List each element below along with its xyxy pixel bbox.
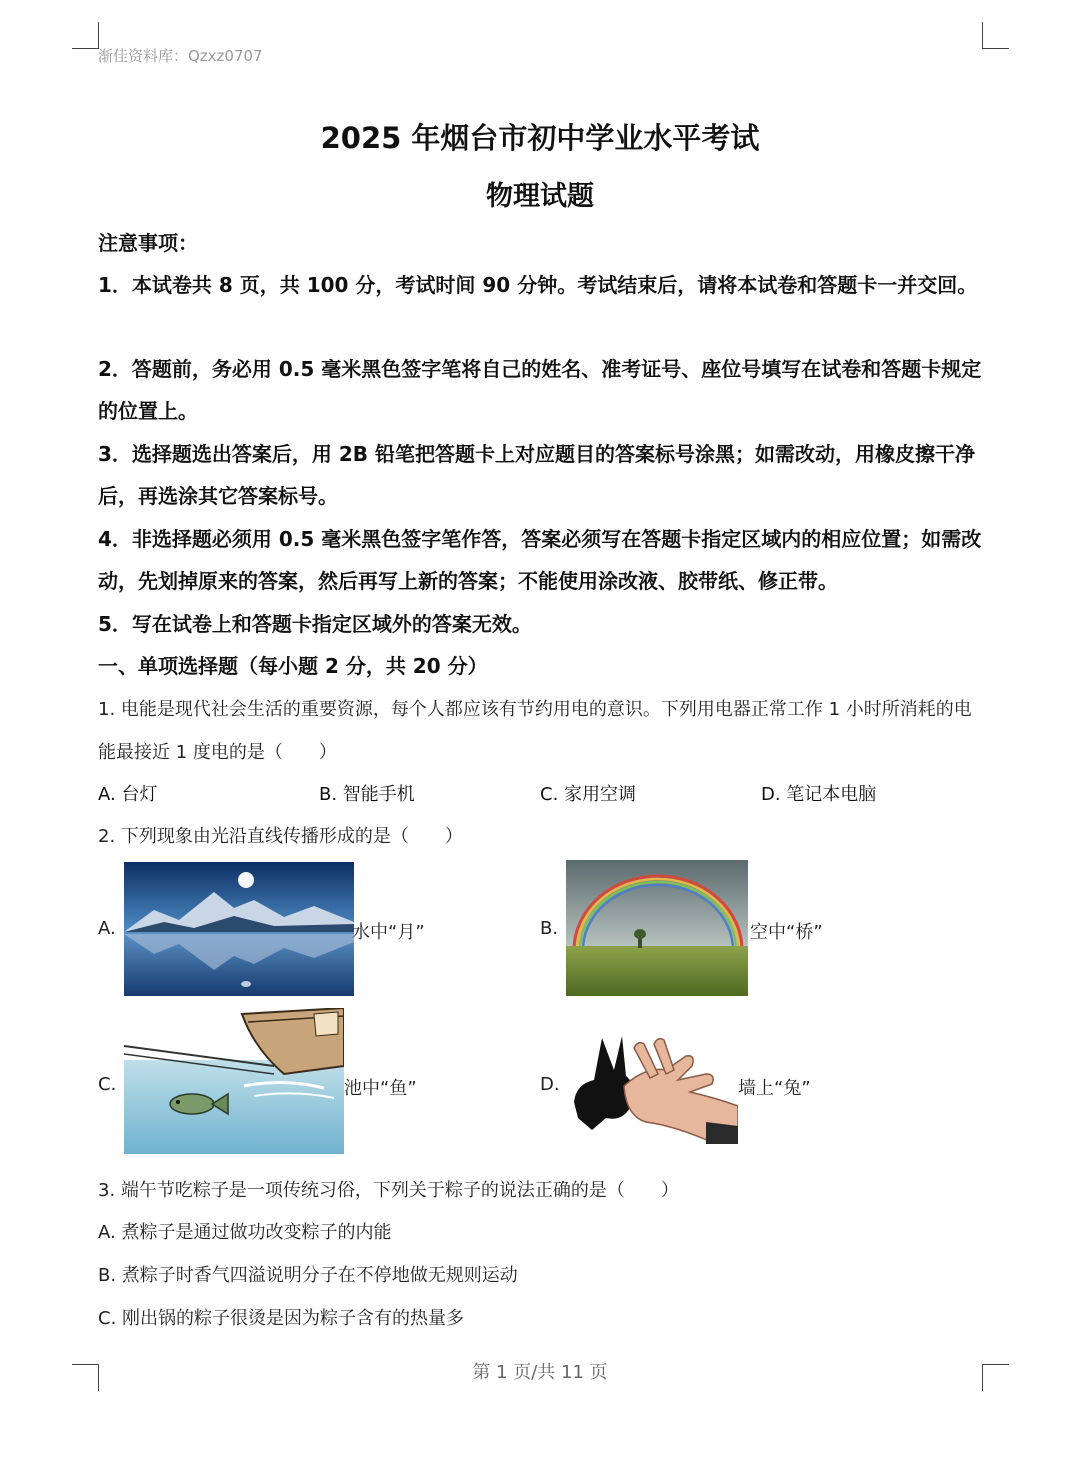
q1-option-c: C. 家用空调 [540, 784, 637, 805]
question-2-stem: 2. 下列现象由光沿直线传播形成的是（ ） [98, 826, 463, 847]
notice-item-2: 2．答题前，务必用 0.5 毫米黑色签字笔将自己的姓名、准考证号、座位号填写在试卷和答题卡规定的位置上。 [98, 357, 982, 423]
question-3-stem: 3. 端午节吃粽子是一项传统习俗，下列关于粽子的说法正确的是（ ） [98, 1180, 679, 1201]
q2-option-d-letter: D. [540, 1074, 560, 1095]
rainbow-image [566, 860, 748, 996]
q1-option-b: B. 智能手机 [319, 784, 415, 805]
q2-option-c-letter: C. [98, 1074, 117, 1095]
fish-in-pond-image [124, 1008, 344, 1154]
notice-item-3: 3．选择题选出答案后，用 2B 铅笔把答题卡上对应题目的答案标号涂黑；如需改动，用橡皮擦干净后，再选涂其它答案标号。 [98, 442, 976, 508]
q3-option-b: B. 煮粽子时香气四溢说明分子在不停地做无规则运动 [98, 1265, 518, 1286]
crop-mark-top-left [72, 22, 99, 49]
q2-option-b-caption: 空中“桥” [750, 922, 823, 943]
page-footer: 第 1 页/共 11 页 [472, 1362, 608, 1383]
notice-item-4: 4．非选择题必须用 0.5 毫米黑色签字笔作答，答案必须写在答题卡指定区域内的相应位置；如需改动，先划掉原来的答案，然后再写上新的答案；不能使用涂改液、胶带纸、修正带。 [98, 527, 982, 593]
q2-option-a-caption: 水中“月” [352, 922, 425, 943]
hand-shadow-rabbit-image [566, 1026, 738, 1144]
question-1-stem: 1. 电能是现代社会生活的重要资源，每个人都应该有节约用电的意识。下列用电器正常工作 1 小时所消耗的电能最接近 1 度电的是（ ） [98, 699, 972, 763]
moon-reflection-image [124, 862, 354, 996]
notice-item-5: 5．写在试卷上和答题卡指定区域外的答案无效。 [98, 612, 532, 636]
exam-title: 2025 年烟台市初中学业水平考试 [320, 121, 760, 155]
q2-option-a-letter: A. [98, 918, 116, 939]
q1-option-a: A. 台灯 [98, 784, 158, 805]
q3-option-c: C. 刚出锅的粽子很烫是因为粽子含有的热量多 [98, 1308, 465, 1329]
section-heading: 一、单项选择题（每小题 2 分，共 20 分） [98, 654, 488, 678]
exam-subtitle: 物理试题 [486, 181, 594, 212]
notice-heading: 注意事项： [98, 231, 198, 255]
q1-option-d: D. 笔记本电脑 [761, 784, 877, 805]
q2-option-b-letter: B. [540, 918, 559, 939]
q2-option-d-caption: 墙上“兔” [738, 1078, 811, 1099]
watermark: 渐佳资料库：Qzxz0707 [98, 47, 263, 65]
notice-item-1: 1．本试卷共 8 页，共 100 分，考试时间 90 分钟。考试结束后，请将本试卷和答题卡一并交回。 [98, 273, 978, 297]
crop-mark-top-right [982, 22, 1009, 49]
question-1-options [98, 775, 988, 815]
q3-option-a: A. 煮粽子是通过做功改变粽子的内能 [98, 1222, 392, 1243]
q2-option-c-caption: 池中“鱼” [344, 1078, 417, 1099]
